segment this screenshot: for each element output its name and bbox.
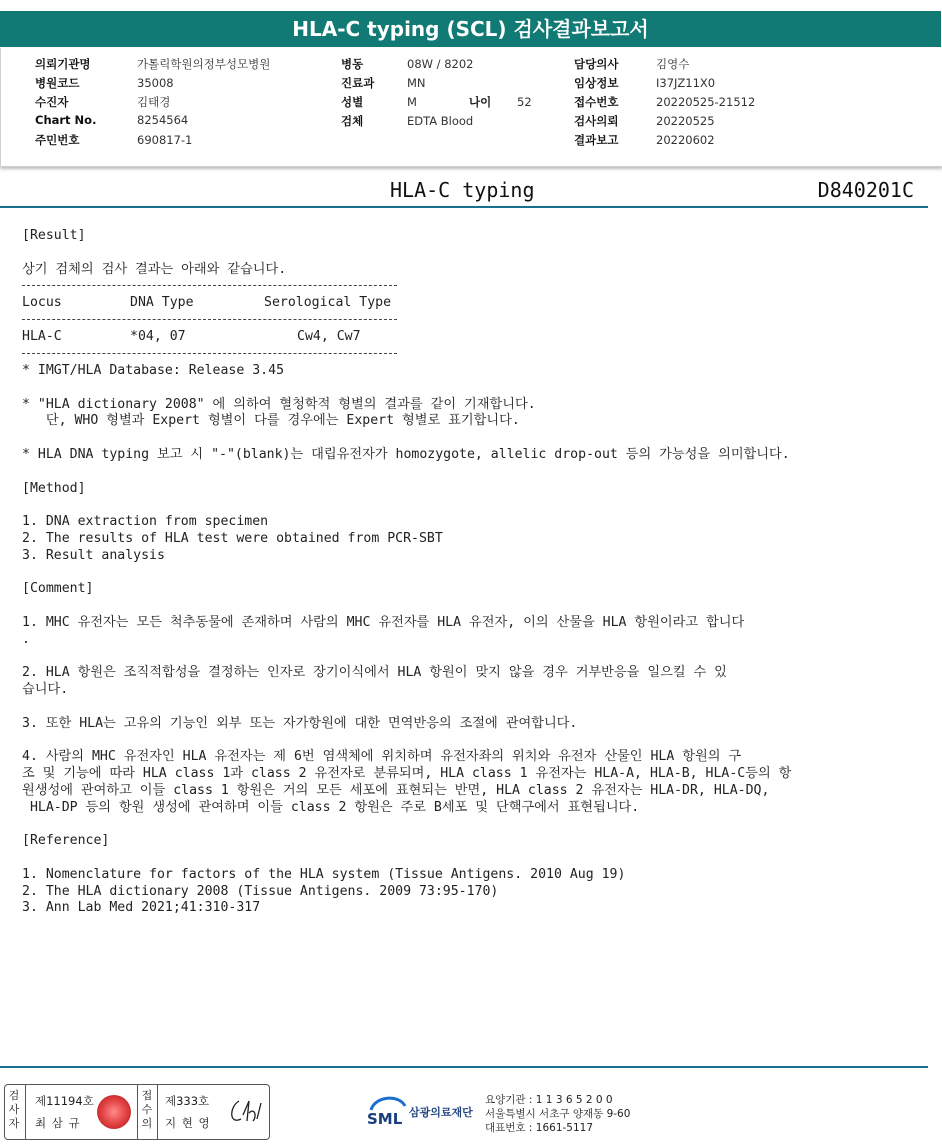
comment-item: 2. HLA 항원은 조직적합성을 결정하는 인자로 장기이식에서 HLA 항원이 맞지 않을 경우 거부반응을 일으킬 수 있 습니다. [22, 665, 727, 698]
table-cell-serological-type: Cw4, Cw7 [297, 329, 361, 345]
reference-item: 2. The HLA dictionary 2008 (Tissue Antigens. 2009 73:95-170) [22, 883, 499, 899]
receiver-license: 제333호 [165, 1094, 210, 1108]
age-value: 52 [517, 95, 532, 109]
receiver-name: 지 현 영 [165, 1116, 211, 1130]
info-label: 담당의사 [574, 57, 619, 71]
info-value: MN [407, 76, 426, 90]
footer-divider [0, 1066, 928, 1068]
report-body [22, 228, 912, 917]
info-label: 검사의뢰 [574, 114, 619, 128]
inspector-vertical-label: 검사자 [8, 1089, 20, 1130]
test-header [0, 174, 928, 208]
org-line: 대표번호 : 1661-5117 [485, 1122, 594, 1134]
table-cell-locus: HLA-C [22, 329, 62, 345]
info-label: 결과보고 [574, 133, 619, 147]
info-label: 진료과 [341, 76, 375, 90]
info-value: 35008 [137, 76, 174, 90]
sml-logo-mark: SML [367, 1110, 403, 1128]
official-seal-icon [97, 1095, 131, 1129]
info-value: 20220602 [656, 133, 715, 147]
table-row [22, 329, 912, 346]
report-title: HLA-C typing (SCL) 검사결과보고서 [0, 11, 941, 47]
sml-logo [365, 1090, 485, 1134]
org-line: 요양기관 : 1 1 3 6 5 2 0 0 [485, 1094, 613, 1106]
info-row [574, 94, 755, 113]
info-label: Chart No. [35, 113, 97, 127]
method-item: 1. DNA extraction from specimen [22, 514, 269, 530]
info-column-3 [574, 56, 755, 151]
reference-item: 1. Nomenclature for factors of the HLA system (Tissue Antigens. 2010 Aug 19) [22, 866, 626, 882]
info-value: I37JZ11X0 [656, 76, 716, 90]
signature-icon [227, 1095, 263, 1129]
info-label: 성별 [341, 95, 364, 109]
info-label: 검체 [341, 114, 364, 128]
info-column-1 [35, 56, 270, 151]
inspector-license: 제11194호 [35, 1094, 94, 1108]
info-row [35, 56, 270, 75]
info-label: 수진자 [35, 95, 69, 109]
test-name: HLA-C typing [390, 178, 535, 202]
method-item: 3. Result analysis [22, 547, 165, 563]
info-row [341, 56, 532, 75]
note-blank: * HLA DNA typing 보고 시 "-"(blank)는 대립유전자가 homozygote, allelic drop-out 등의 가능성을 의미합니다. [22, 446, 790, 462]
org-info [485, 1093, 630, 1135]
comment-item: 3. 또한 HLA는 고유의 기능인 외부 또는 자가항원에 대한 면역반응의 조절에 관여합니다. [22, 715, 578, 731]
result-intro: 상기 검체의 검사 결과는 아래와 같습니다. [22, 261, 287, 277]
info-label: 접수번호 [574, 95, 619, 109]
table-header-dna-type: DNA Type [130, 295, 194, 311]
test-code: D840201C [817, 178, 914, 202]
info-value: 20220525-21512 [656, 95, 756, 109]
comment-heading: [Comment] [22, 581, 94, 597]
info-row [574, 75, 755, 94]
info-label: 임상정보 [574, 76, 619, 90]
info-row [341, 113, 532, 132]
info-row [574, 113, 755, 132]
note-dictionary: * "HLA dictionary 2008" 에 의하여 혈청학적 형별의 결과를 같이 기재합니다. 단, WHO 형별과 Expert 형별이 다를 경우에는 Expert 형별로 표기합니다. [22, 396, 536, 429]
info-value: 08W / 8202 [407, 57, 474, 71]
inspector-name: 최 삼 규 [35, 1116, 81, 1130]
table-header-locus: Locus [22, 295, 62, 311]
table-cell-dna-type: *04, 07 [130, 329, 186, 345]
info-value: M [407, 95, 417, 109]
info-value: 8254564 [137, 113, 189, 127]
table-divider [22, 353, 397, 355]
reference-item: 3. Ann Lab Med 2021;41:310-317 [22, 900, 261, 916]
table-header-serological-type: Serological Type [264, 295, 392, 311]
info-row [574, 132, 755, 151]
reference-heading: [Reference] [22, 833, 110, 849]
age-label: 나이 [469, 95, 492, 109]
patient-info-panel [0, 48, 942, 167]
signature-box [4, 1084, 270, 1140]
table-divider [22, 285, 397, 287]
info-row [35, 94, 270, 113]
info-value: 김영수 [656, 57, 690, 71]
info-value: 20220525 [656, 114, 715, 128]
info-value: 김태경 [137, 95, 171, 109]
note-database: * IMGT/HLA Database: Release 3.45 [22, 362, 285, 378]
info-value: 가톨릭학원의정부성모병원 [137, 57, 271, 71]
info-row [341, 75, 532, 94]
result-heading: [Result] [22, 228, 86, 243]
org-line: 서울특별시 서초구 양재동 9-60 [485, 1108, 631, 1120]
info-row [35, 113, 270, 132]
info-row [574, 56, 755, 75]
info-value: 690817-1 [137, 133, 193, 147]
info-column-2 [341, 56, 532, 132]
method-item: 2. The results of HLA test were obtained from PCR-SBT [22, 530, 443, 546]
info-label: 의뢰기관명 [35, 57, 91, 71]
info-row [35, 132, 270, 151]
info-label: 주민번호 [35, 133, 80, 147]
info-row [341, 94, 532, 113]
comment-item: 4. 사람의 MHC 유전자인 HLA 유전자는 제 6번 염색체에 위치하며 유전자좌의 위치와 유전자 산물인 HLA 항원의 구 조 및 기능에 따라 HLA class 1과 class 2 유전자로 분류되며, HLA class 1 유전자는 HLA-A, HLA-B, HLA-C등의 항 원생성에 관여하고 이들 class 1 항원은 거의 모든 세포에 표현되는 반면, HLA class 2 유전자는 HLA-DR, HLA-DQ, HLA-DP 등의 항원 생성에 관여하며 이들 class 2 항원은 주로 B세포 및 단핵구에서 표현됩니다. [22, 749, 792, 815]
receiver-vertical-label: 접수의 [141, 1089, 153, 1130]
org-name: 삼광의료재단 [409, 1106, 473, 1119]
table-divider [22, 319, 397, 321]
table-header-row [22, 295, 912, 312]
info-row [35, 75, 270, 94]
info-label: 병동 [341, 57, 364, 71]
comment-item: 1. MHC 유전자는 모든 척추동물에 존재하며 사람의 MHC 유전자를 HLA 유전자, 이의 산물을 HLA 항원이라고 합니다 . [22, 614, 745, 647]
method-heading: [Method] [22, 480, 86, 496]
sml-logo-icon [365, 1090, 409, 1134]
info-label: 병원코드 [35, 76, 80, 90]
info-value: EDTA Blood [407, 114, 474, 128]
